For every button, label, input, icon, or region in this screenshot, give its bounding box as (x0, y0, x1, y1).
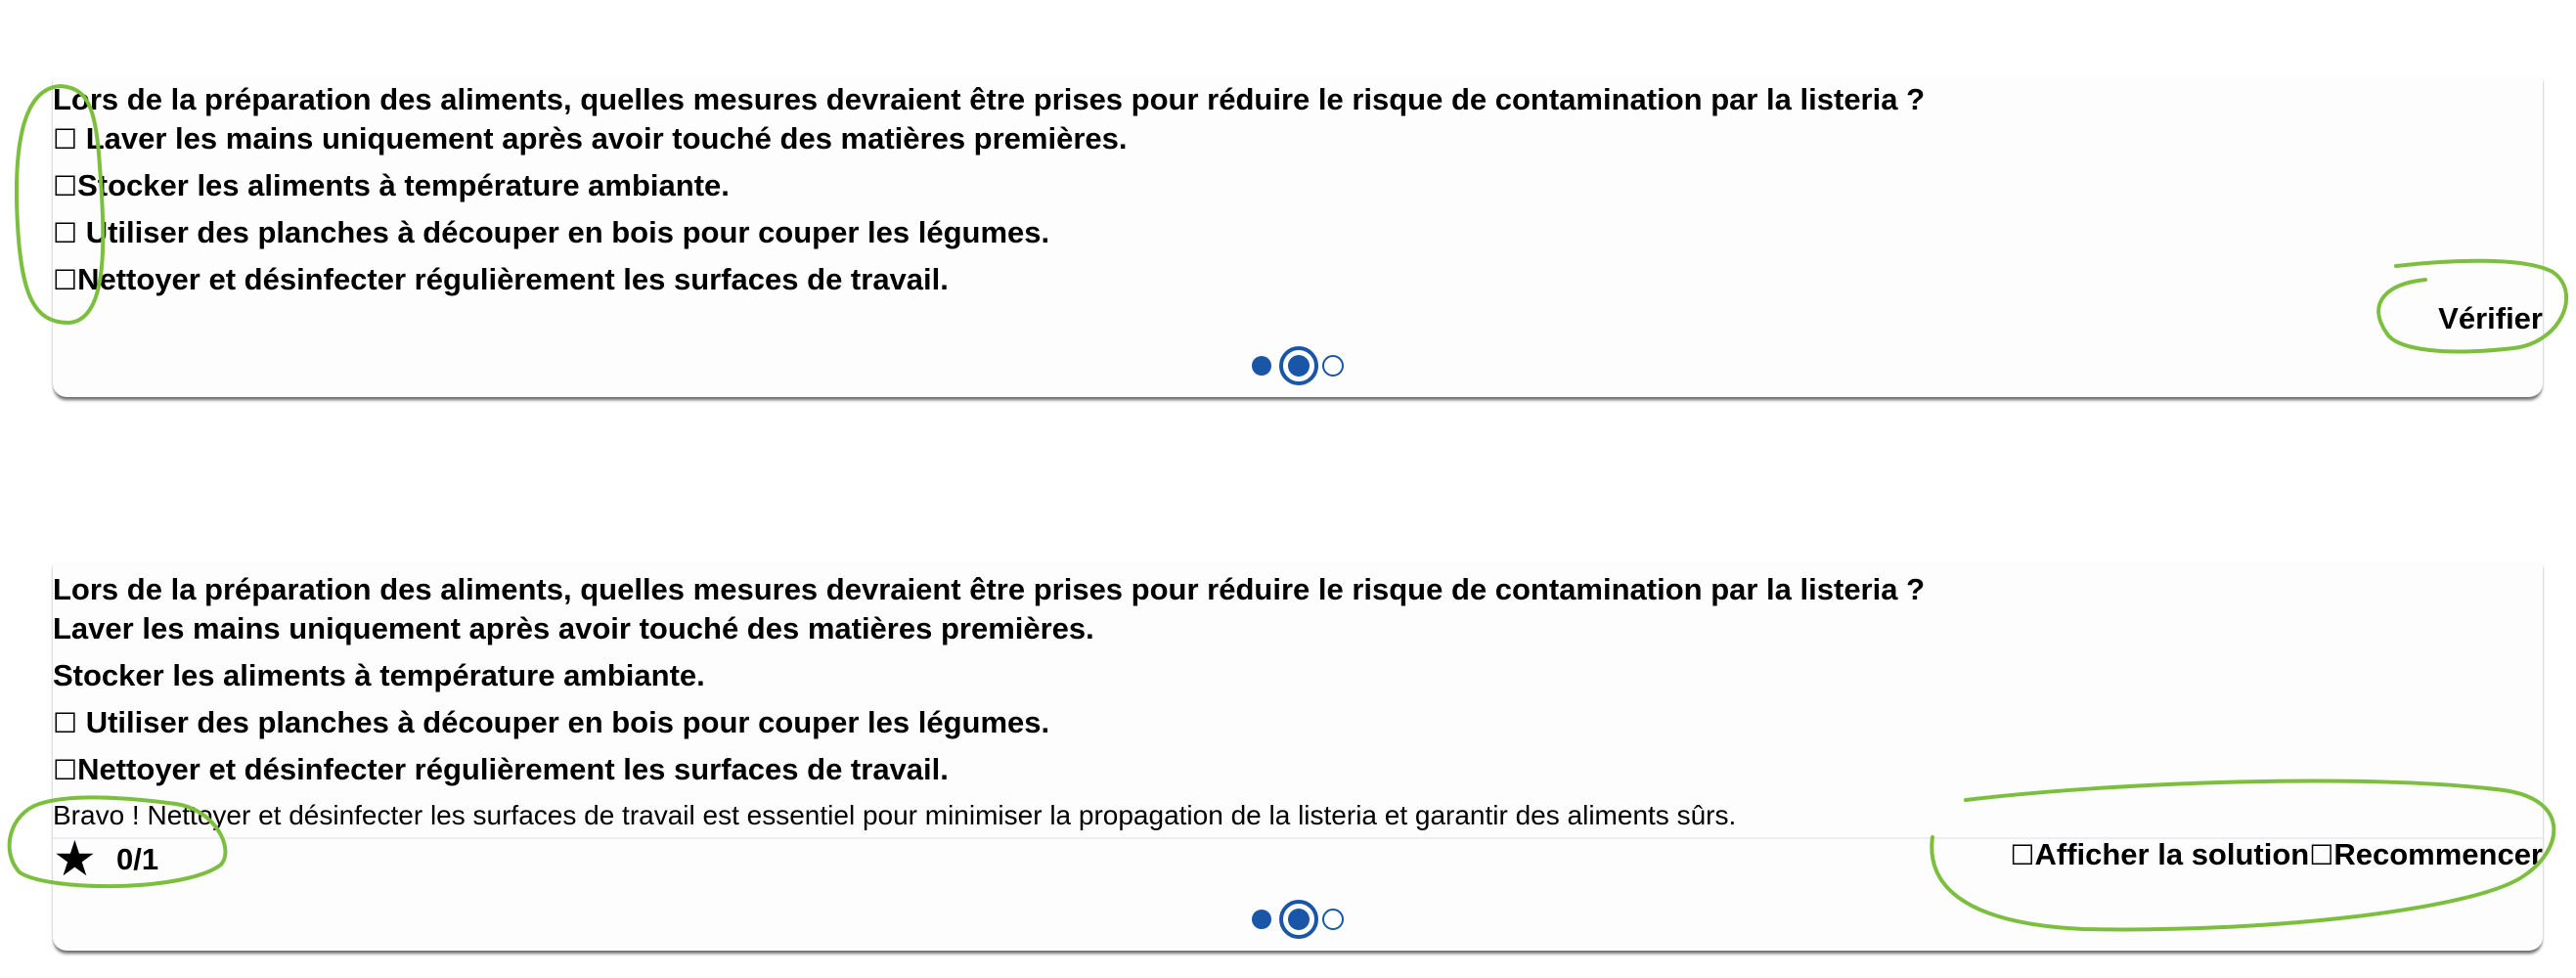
option-2[interactable] (53, 658, 705, 694)
option-3[interactable] (53, 215, 1049, 251)
checkbox-icon[interactable]: ☐ (53, 754, 78, 786)
verify-button[interactable]: Vérifier (2438, 301, 2543, 335)
page-dot-2-current[interactable] (1279, 900, 1318, 939)
page-dot-3[interactable] (1322, 355, 1344, 377)
star-icon: ★ (53, 830, 97, 887)
checkbox-icon[interactable]: ☐ (53, 217, 78, 249)
quiz-card-1 (53, 76, 2543, 397)
page-dot-2-current[interactable] (1279, 346, 1318, 385)
pagination-dots (1250, 344, 1344, 387)
option-4[interactable] (53, 752, 949, 788)
option-label: Stocker les aliments à température ambiante. (53, 658, 705, 692)
page-dot-1[interactable] (1252, 356, 1271, 376)
quiz-card-2 (53, 562, 2543, 951)
checkbox-icon[interactable]: ☐ (53, 123, 78, 156)
pagination-dots (1250, 898, 1344, 941)
show-solution-label: Afficher la solution (2034, 837, 2310, 871)
show-solution-button[interactable] (2010, 837, 2309, 871)
checkbox-icon[interactable]: ☐ (53, 170, 78, 202)
question-text: Lors de la préparation des aliments, quelles mesures devraient être prises pour réduire le risque de contamination par la listeria ? (53, 82, 1926, 116)
option-2[interactable] (53, 168, 730, 204)
option-label: Nettoyer et désinfecter régulièrement les surfaces de travail. (77, 262, 949, 296)
option-4[interactable] (53, 262, 949, 298)
result-actions (2010, 837, 2543, 873)
option-label: Stocker les aliments à température ambiante. (77, 168, 730, 202)
option-label: Laver les mains uniquement après avoir touché des matières premières. (77, 121, 1128, 156)
option-label: Utiliser des planches à découper en bois pour couper les légumes. (77, 215, 1050, 249)
page-dot-1[interactable] (1252, 910, 1271, 929)
retry-button[interactable] (2309, 837, 2543, 871)
page-dot-3[interactable] (1322, 909, 1344, 930)
option-label: Laver les mains uniquement après avoir touché des matières premières. (53, 611, 1094, 645)
feedback-text: Bravo ! Nettoyer et désinfecter les surfaces de travail est essentiel pour minimiser la propagation de la listeria et garantir des aliments sûrs. (53, 800, 1737, 830)
checkbox-icon: ☐ (2010, 839, 2035, 871)
checkbox-icon[interactable]: ☐ (53, 264, 78, 296)
option-1[interactable] (53, 121, 1128, 157)
option-1[interactable] (53, 611, 1094, 647)
score-display (53, 830, 219, 887)
option-label: Nettoyer et désinfecter régulièrement les surfaces de travail. (77, 752, 949, 786)
score-value: 0/1 (116, 842, 159, 876)
option-3[interactable] (53, 705, 1049, 741)
retry-label: Recommencer (2333, 837, 2543, 871)
checkbox-icon[interactable]: ☐ (53, 707, 78, 739)
option-label: Utiliser des planches à découper en bois pour couper les légumes. (77, 705, 1050, 739)
checkbox-icon: ☐ (2309, 839, 2334, 871)
question-text: Lors de la préparation des aliments, quelles mesures devraient être prises pour réduire le risque de contamination par la listeria ? (53, 572, 1926, 606)
